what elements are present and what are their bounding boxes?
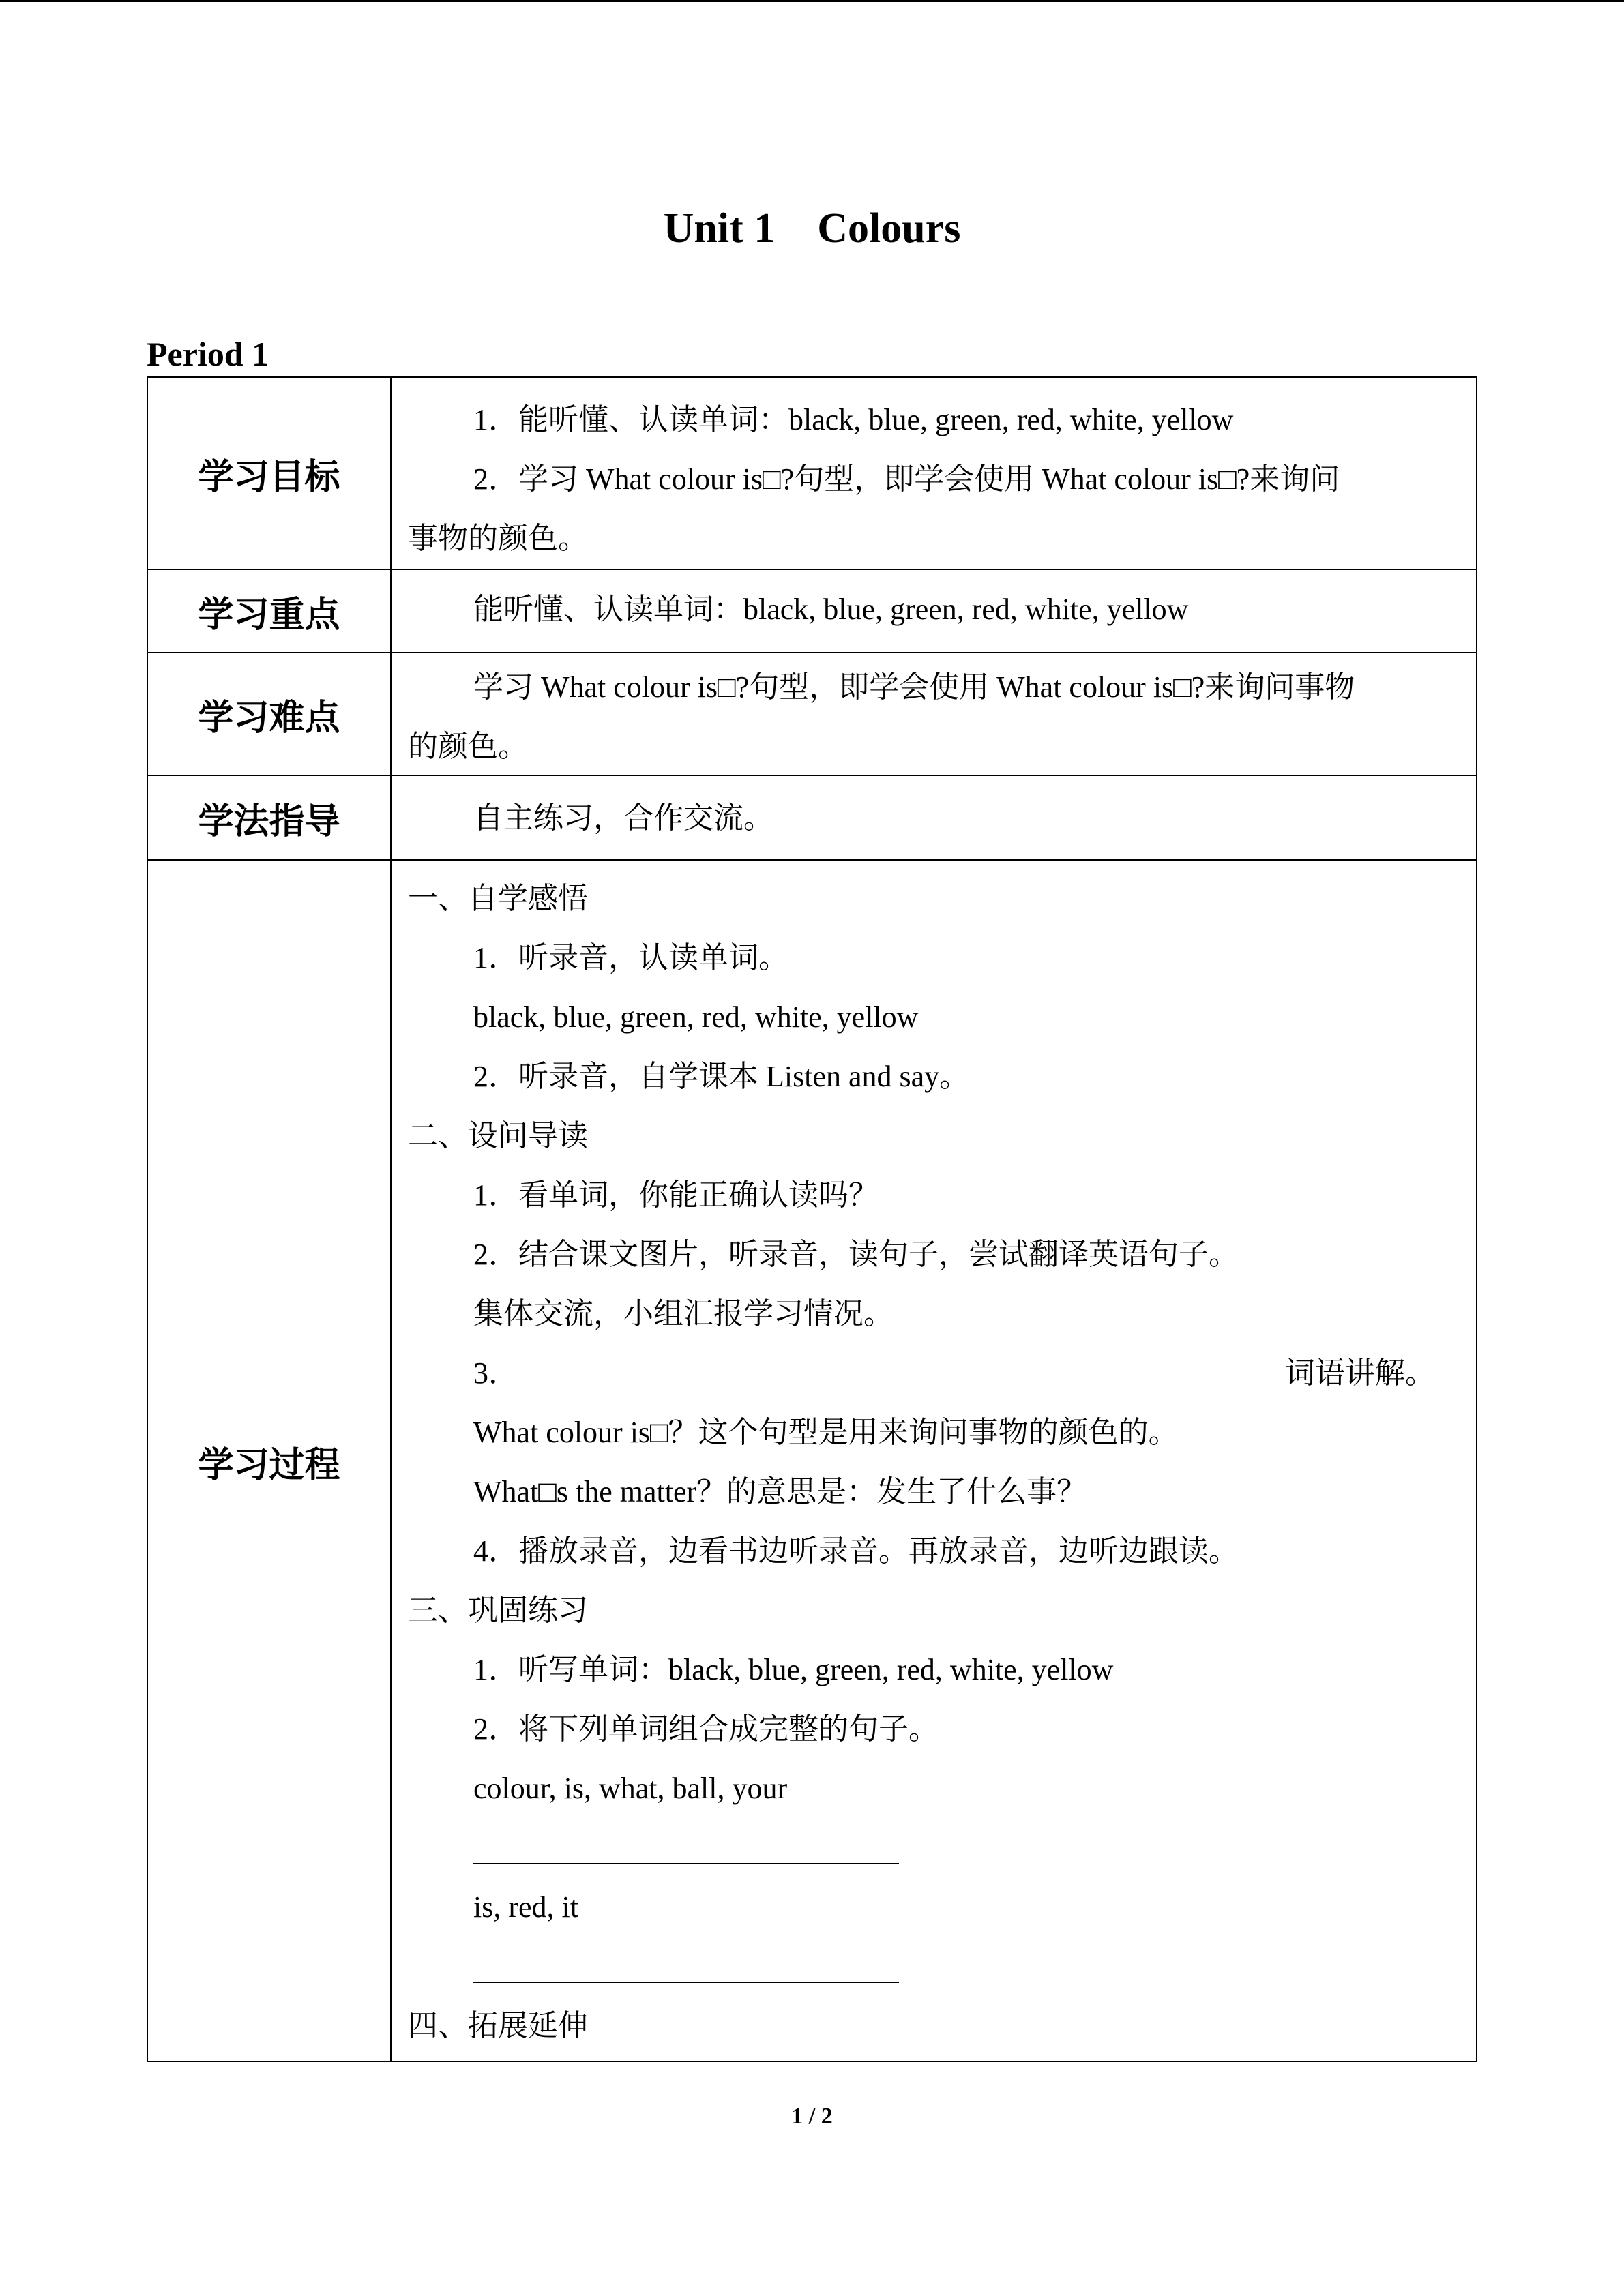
text-line: 2．结合课文图片，听录音，读句子，尝试翻译英语句子。: [473, 1238, 1239, 1271]
lesson-plan-table: [147, 376, 1477, 2062]
text-line: What colour is□？这个句型是用来询问事物的颜色的。: [473, 1416, 1179, 1449]
row-label-key-points: 学习重点: [198, 594, 340, 636]
text-line: 2．学习 What colour is□?句型，即学会使用 What colour is□?来询问: [473, 462, 1340, 496]
text-line: What□s the matter？的意思是：发生了什么事？: [473, 1475, 1087, 1508]
text-line: 1．能听懂、认读单词：black, blue, green, red, white, yellow: [473, 403, 1234, 436]
row-label-learning-goals: 学习目标: [198, 456, 340, 498]
document-title: Unit 1 Colours: [663, 205, 961, 252]
top-border-line: [0, 0, 1624, 2]
text-line: [392, 1343, 1476, 1403]
text-line: is, red, it: [473, 1890, 578, 1924]
text-line: 集体交流，小组汇报学习情况。: [473, 1297, 894, 1330]
text-line: colour, is, what, ball, your: [473, 1772, 788, 1805]
section-heading: 二、设问导读: [408, 1119, 588, 1152]
key-points-content: [392, 580, 1476, 639]
text-line: 学习 What colour is□?句型，即学会使用 What colour is□?来询问事物: [473, 670, 1355, 704]
page-number: 1 / 2: [791, 2104, 833, 2129]
section-heading: 四、拓展延伸: [408, 2009, 588, 2042]
text-line: 1．听写单词：black, blue, green, red, white, yellow: [473, 1653, 1114, 1686]
item-number: 3．: [473, 1356, 518, 1390]
answer-blank-line: [473, 1863, 899, 1864]
text-line: black, blue, green, red, white, yellow: [473, 1000, 919, 1034]
text-line: 4．播放录音，边看书边听录音。再放录音，边听边跟读。: [473, 1534, 1239, 1568]
text-line: 2．听录音，自学课本 Listen and say。: [473, 1060, 970, 1093]
text-line: 1．看单词，你能正确认读吗？: [473, 1178, 879, 1212]
period-heading: Period 1: [147, 335, 269, 373]
section-heading: 三、巩固练习: [408, 1594, 588, 1627]
text-line: 2．将下列单词组合成完整的句子。: [473, 1712, 939, 1746]
text-line: 事物的颜色。: [408, 522, 588, 555]
study-guidance-content: [392, 788, 1476, 848]
text-line: 1．听录音，认读单词。: [473, 941, 788, 974]
item-text: 词语讲解。: [1285, 1356, 1435, 1390]
row-label-difficulties: 学习难点: [198, 697, 340, 739]
learning-process-content: [392, 869, 1476, 2055]
difficulties-content: [392, 657, 1476, 776]
learning-goals-content: [392, 390, 1476, 568]
text-line: 能听懂、认读单词：black, blue, green, red, white, yellow: [473, 593, 1189, 626]
section-heading: 一、自学感悟: [408, 882, 588, 915]
text-line: 的颜色。: [408, 730, 528, 763]
row-label-learning-process: 学习过程: [198, 1444, 340, 1486]
text-line: 自主练习，合作交流。: [473, 801, 773, 835]
answer-blank-line: [473, 1982, 899, 1983]
row-label-study-guidance: 学法指导: [198, 801, 340, 842]
